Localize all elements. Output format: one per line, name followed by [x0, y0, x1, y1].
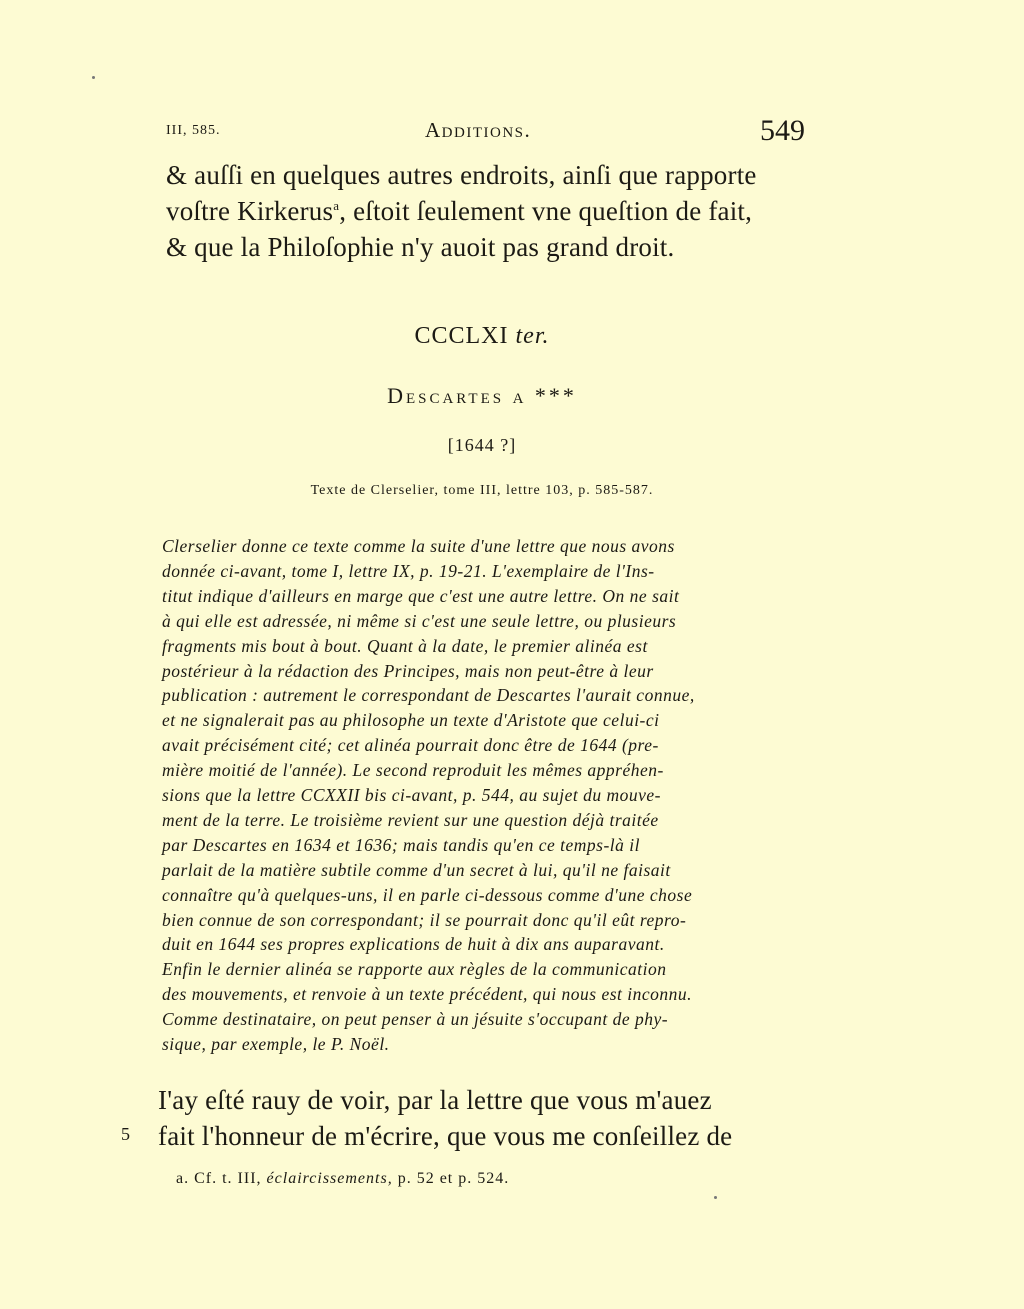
footnote: a. Cf. t. III, éclaircissements, p. 52 et p. 524. [176, 1170, 510, 1187]
intro-line: duit en 1644 ses propres explications de huit à dix ans auparavant. [162, 934, 665, 955]
intro-line: fragments mis bout à bout. Quant à la date, le premier alinéa est [162, 635, 648, 656]
intro-line: titut indique d'ailleurs en marge que c'est une autre lettre. On ne sait [162, 585, 680, 606]
speck [92, 76, 95, 79]
intro-line: sique, par exemple, le P. Noël. [162, 1034, 390, 1054]
intro-line: donnée ci-avant, tome I, lettre IX, p. 19-21. L'exemplaire de l'Ins- [162, 560, 655, 581]
intro-line: Clerselier donne ce texte comme la suite d'une lettre que nous avons [162, 536, 675, 556]
letter-text-line-2: fait l'honneur de m'écrire, que vous me conſeillez de [158, 1121, 733, 1151]
opening-line-2: voſtre Kirkerus$^a$, eſtoit ſeulement vne queſtion de fait, [166, 196, 753, 226]
letter-text-line-1: I'ay eſté rauy de voir, par la lettre que vous m'auez [158, 1085, 712, 1115]
intro-line: Comme destinataire, on peut penser à un jésuite s'occupant de phy- [162, 1009, 669, 1030]
intro-line: parlait de la matière subtile comme d'un secret à lui, qu'il ne faisait [162, 859, 671, 880]
line-number: 5 [121, 1124, 130, 1144]
intro-line: ment de la terre. Le troisième revient sur une question déjà traitée [162, 809, 659, 830]
letter-addressee: Descartes a *** [387, 383, 577, 408]
intro-line: Enfin le dernier alinéa se rapporte aux règles de la communication [162, 959, 667, 980]
intro-line: bien connue de son correspondant; il se pourrait donc qu'il eût repro- [162, 909, 687, 930]
intro-line: par Descartes en 1634 et 1636; mais tandis qu'en ce temps-là il [162, 834, 641, 855]
letter-source: Texte de Clerselier, tome III, lettre 103, p. 585-587. [310, 483, 654, 498]
running-head-title: Additions. [425, 118, 532, 142]
intro-line: avait précisément cité; cet alinéa pourrait donc être de 1644 (pre- [162, 735, 659, 756]
intro-line: mière moitié de l'année). Le second reproduit les mêmes appréhen- [162, 760, 664, 781]
letter-date: [1644 ?] [447, 435, 517, 455]
letter-number: CCCLXI ter. [414, 323, 550, 349]
intro-line: à qui elle est adressée, ni même si c'est une seule lettre, ou plusieurs [162, 610, 677, 631]
intro-line: et ne signalerait pas au philosophe un texte d'Aristote que celui-ci [162, 710, 660, 731]
page-number: 549 [760, 114, 805, 147]
footnote-ref: a [333, 198, 340, 213]
intro-line: connaître qu'à quelques-uns, il en parle ci-dessous comme d'une chose [162, 884, 693, 905]
intro-line: sions que la lettre CCXXII bis ci-avant, p. 544, au sujet du mouve- [162, 785, 661, 805]
speck [714, 1196, 717, 1199]
opening-line-1: & auſſi en quelques autres endroits, ainſi que rapporte [166, 160, 757, 190]
intro-line: des mouvements, et renvoie à un texte précédent, qui nous est inconnu. [162, 984, 693, 1005]
intro-line: postérieur à la rédaction des Principes, mais non peut-être à leur [162, 660, 654, 681]
opening-line-3: & que la Philoſophie n'y auoit pas grand droit. [166, 232, 675, 262]
running-head-reference: III, 585. [166, 123, 221, 138]
intro-line: publication : autrement le correspondant de Descartes l'aurait connue, [162, 685, 695, 706]
